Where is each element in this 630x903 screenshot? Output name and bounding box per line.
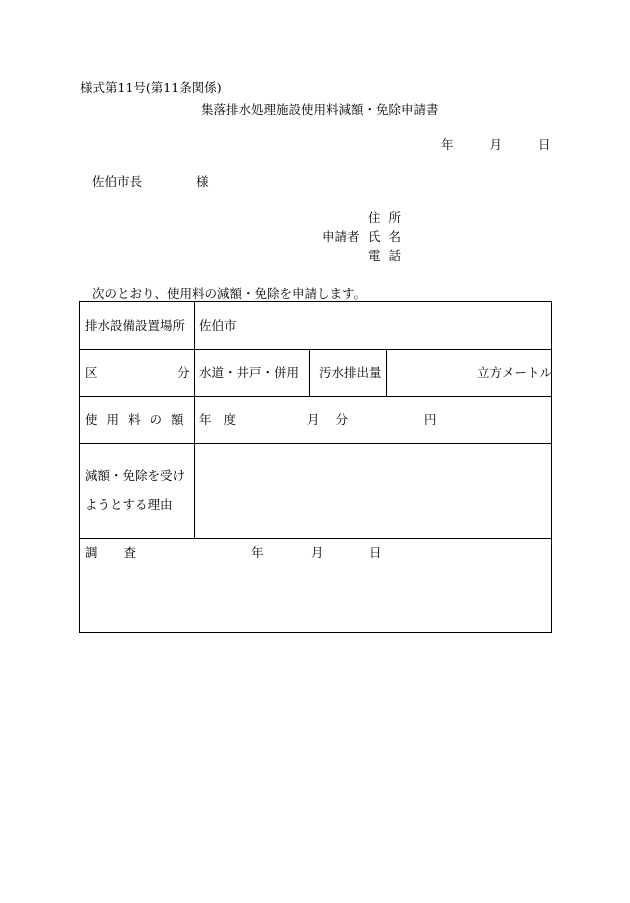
document-title: 集落排水処理施設使用料減額・免除申請書 bbox=[201, 102, 439, 117]
row-divider bbox=[80, 538, 551, 539]
applicant-name-label: 氏名 bbox=[368, 229, 410, 244]
discharge-unit: 立方メートル bbox=[477, 365, 553, 380]
discharge-divider bbox=[386, 349, 387, 396]
category-label-start: 区 bbox=[85, 365, 98, 380]
addressee-honorific: 様 bbox=[196, 174, 209, 189]
category-label-end: 分 bbox=[177, 365, 190, 380]
fee-month: 月 分 bbox=[307, 412, 348, 427]
reason-label-line2: ようとする理由 bbox=[85, 497, 173, 512]
survey-year: 年 bbox=[251, 545, 264, 560]
intro-text: 次のとおり、使用料の減額・免除を申請します。 bbox=[92, 286, 367, 301]
row-divider bbox=[80, 443, 551, 444]
date-day: 日 bbox=[538, 137, 551, 152]
fee-label: 使用料の額 bbox=[85, 412, 193, 427]
applicant-role-label: 申請者 bbox=[322, 229, 360, 244]
survey-label: 調 査 bbox=[85, 545, 136, 560]
addressee bbox=[92, 174, 209, 189]
survey-day: 日 bbox=[369, 545, 382, 560]
location-label: 排水設備設置場所 bbox=[85, 318, 186, 333]
survey-month: 月 bbox=[311, 545, 324, 560]
applicant-address-label: 住所 bbox=[368, 210, 410, 225]
application-form-table bbox=[79, 301, 552, 633]
application-date bbox=[441, 139, 551, 152]
category-divider bbox=[309, 349, 310, 396]
category-value: 水道・井戸・併用 bbox=[199, 365, 300, 380]
fee-year: 年 度 bbox=[199, 412, 236, 427]
applicant-phone-label: 電話 bbox=[368, 248, 410, 263]
date-month: 月 bbox=[489, 137, 503, 152]
row-divider bbox=[80, 349, 551, 350]
fee-yen: 円 bbox=[424, 412, 437, 427]
discharge-label: 汚水排出量 bbox=[319, 365, 382, 380]
row-divider bbox=[80, 396, 551, 397]
form-number: 様式第11号(第11条関係) bbox=[80, 80, 222, 95]
addressee-name: 佐伯市長 bbox=[92, 174, 143, 189]
label-column-divider bbox=[194, 302, 195, 538]
reason-label-line1: 減額・免除を受け bbox=[85, 468, 186, 483]
date-year: 年 bbox=[441, 137, 454, 152]
location-value: 佐伯市 bbox=[199, 318, 237, 333]
